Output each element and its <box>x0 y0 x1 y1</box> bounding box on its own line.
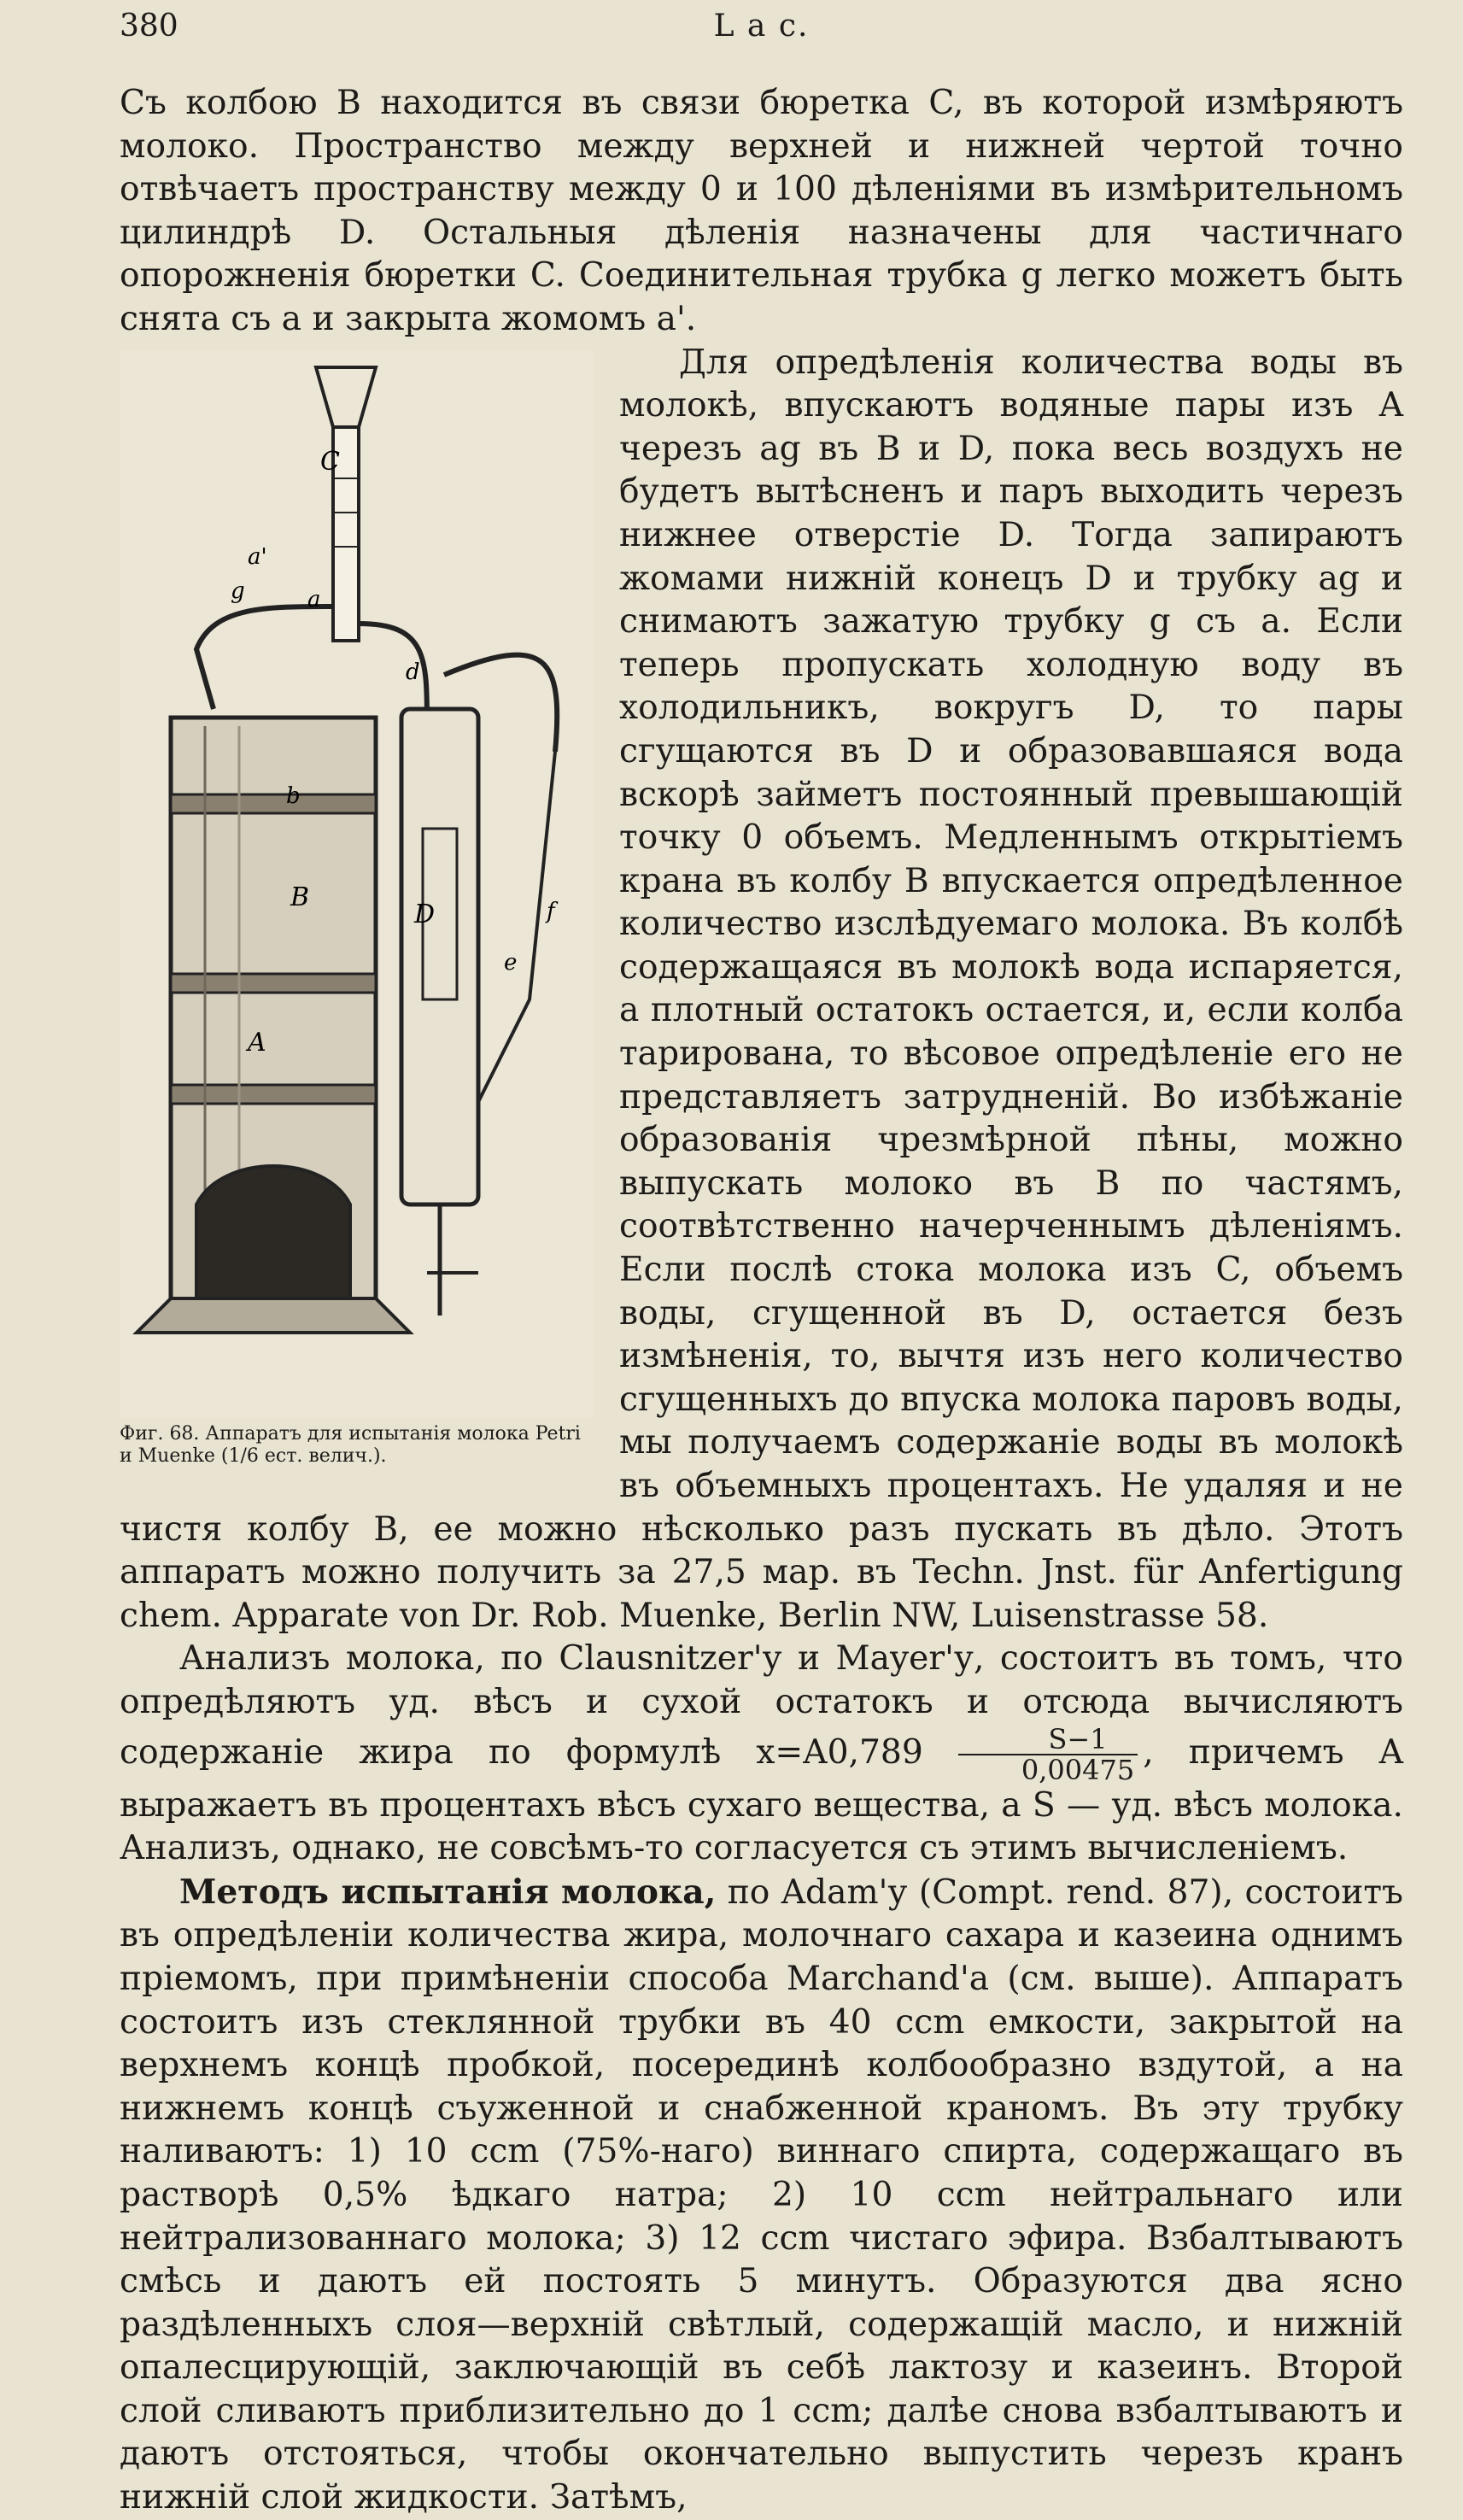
method-heading: Методъ испытанія молока, <box>179 1872 717 1912</box>
paragraph-3 <box>120 1638 1403 1870</box>
label-d: d <box>406 659 420 685</box>
paragraph-4 <box>120 1871 1403 2520</box>
paragraph-1: Съ колбою B находится въ связи бюретка C, въ которой измѣряютъ молоко. Пространство между верхней и нижней чертой точно отвѣчаетъ пространству между 0 и 100 дѣленіями въ измѣрительномъ цилиндрѣ D. Остальныя дѣленія назначены для частичнаго опорожненія бюретки C. Соединительная трубка g легко можетъ быть снята съ a и закрыта жомомъ a'. <box>120 84 1403 338</box>
label-g: g <box>231 577 245 604</box>
paragraph-3-end: , причемъ A выражаетъ въ процентахъ вѣсъ сухаго вещества, а S — уд. вѣсъ молока. Анализъ, однако, не совсѣмъ-то согласуется съ этимъ вычисленіемъ. <box>120 1732 1403 1868</box>
label-c: C <box>320 446 340 477</box>
figure-block <box>120 350 594 1486</box>
paragraph-2-text: Для опредѣленія количества воды въ молокѣ, впускаютъ водяные пары изъ A черезъ ag въ B и D, пока весь воздухъ не будетъ вытѣсненъ и паръ выходить черезъ нижнее отверстіе D. Тогда запираютъ жомами нижній конецъ D и трубку ag и снимаютъ зажатую трубку g съ a. Если теперь пропускать холодную воду въ холодильникъ, вокругъ D, то пары сгущаются въ D и образовавшаяся вода вскорѣ займетъ постоянный превышающій точку 0 объемъ. Медленнымъ открытіемъ крана въ колбу B впускается опредѣленное количество изслѣдуемаго молока. Въ колбѣ содержащаяся въ молокѣ вода испаряется, а плотный остатокъ остается, и, если колба тарирована, то вѣсовое опредѣленіе его не представляетъ затрудненій. Во избѣжаніе образованія чрезмѣрной пѣны, можно выпускать молоко въ B по частямъ, соотвѣтственно начерченнымъ дѣленіямъ. Если послѣ стока молока изъ C, объемъ воды, сгущенной въ D, остается безъ измѣненія, то, вычтя изъ него количество сгущенныхъ до впуска молока паровъ воды, мы получаемъ содержаніе воды въ молокѣ въ объемныхъ процентахъ. Не удаляя и не чистя колбу B, ее можно нѣсколько разъ пускать въ дѣло. Этотъ аппаратъ можно получить за 27,5 мар. въ Techn. Jnst. für Anfertigung chem. Apparate von Dr. Rob. Muenke, Berlin NW, Luisenstrasse 58. <box>120 343 1403 1635</box>
page-number: 380 <box>120 9 178 44</box>
figure-caption: Фиг. 68. Аппаратъ для испытанія молока Petri и Muenke (1/6 ест. велич.). <box>120 1422 581 1467</box>
fraction-denominator: 0,00475 <box>1021 1753 1135 1786</box>
formula-fraction <box>958 1722 1138 1786</box>
paragraph-3-start: Анализъ молока, по Clausnitzer'у и Mayer'у, состоитъ въ томъ, что опредѣляютъ уд. вѣсъ и сухой остатокъ и отсюда вычисляютъ содержаніе жира по формулѣ x=A0,789 <box>120 1639 1403 1772</box>
label-b: b <box>286 782 301 809</box>
running-head: L a c. <box>713 9 810 44</box>
article-body <box>120 82 1403 2520</box>
page-header <box>120 9 1403 60</box>
paragraph-4-text: по Adam'у (Compt. rend. 87), состоитъ въ опредѣленіи количества жира, молочнаго сахара и казеина однимъ пріемомъ, при примѣненіи способа Marchand'а (см. выше). Аппаратъ состоитъ изъ стеклянной трубки въ 40 ccm емкости, закрытой на верхнемъ концѣ пробкой, посерединѣ колбообразно вздутой, а на нижнемъ концѣ съуженной и снабженной краномъ. Въ эту трубку наливаютъ: 1) 10 ccm (75%-наго) виннаго спирта, содержащаго въ растворѣ 0,5% ѣдкаго натра; 2) 10 ccm нейтральнаго или нейтрализованнаго молока; 3) 12 ccm чистаго эфира. Взбалтываютъ смѣсь и даютъ ей постоять 5 минутъ. Образуются два ясно раздѣленныхъ слоя—верхній свѣтлый, содержащій масло, и нижній опалесцирующій, заключающій въ себѣ лактозу и казеинъ. Второй слой сливаютъ приблизительно до 1 ccm; далѣе снова взбалтываютъ и даютъ отстояться, чтобы окончательно выпустить черезъ кранъ нижній слой жидкости. Затѣмъ, <box>120 1872 1403 2517</box>
label-b-upper: B <box>290 882 310 912</box>
label-a: a <box>307 586 321 612</box>
label-a-upper: A <box>248 1027 266 1058</box>
fraction-numerator: S−1 <box>958 1725 1138 1755</box>
apparatus-illustration <box>120 350 594 1418</box>
label-f: f <box>547 898 555 924</box>
label-d-upper: D <box>414 899 436 929</box>
label-e: e <box>504 949 518 976</box>
label-a-prime: a' <box>248 543 267 570</box>
paragraph-2 <box>120 342 1403 1638</box>
